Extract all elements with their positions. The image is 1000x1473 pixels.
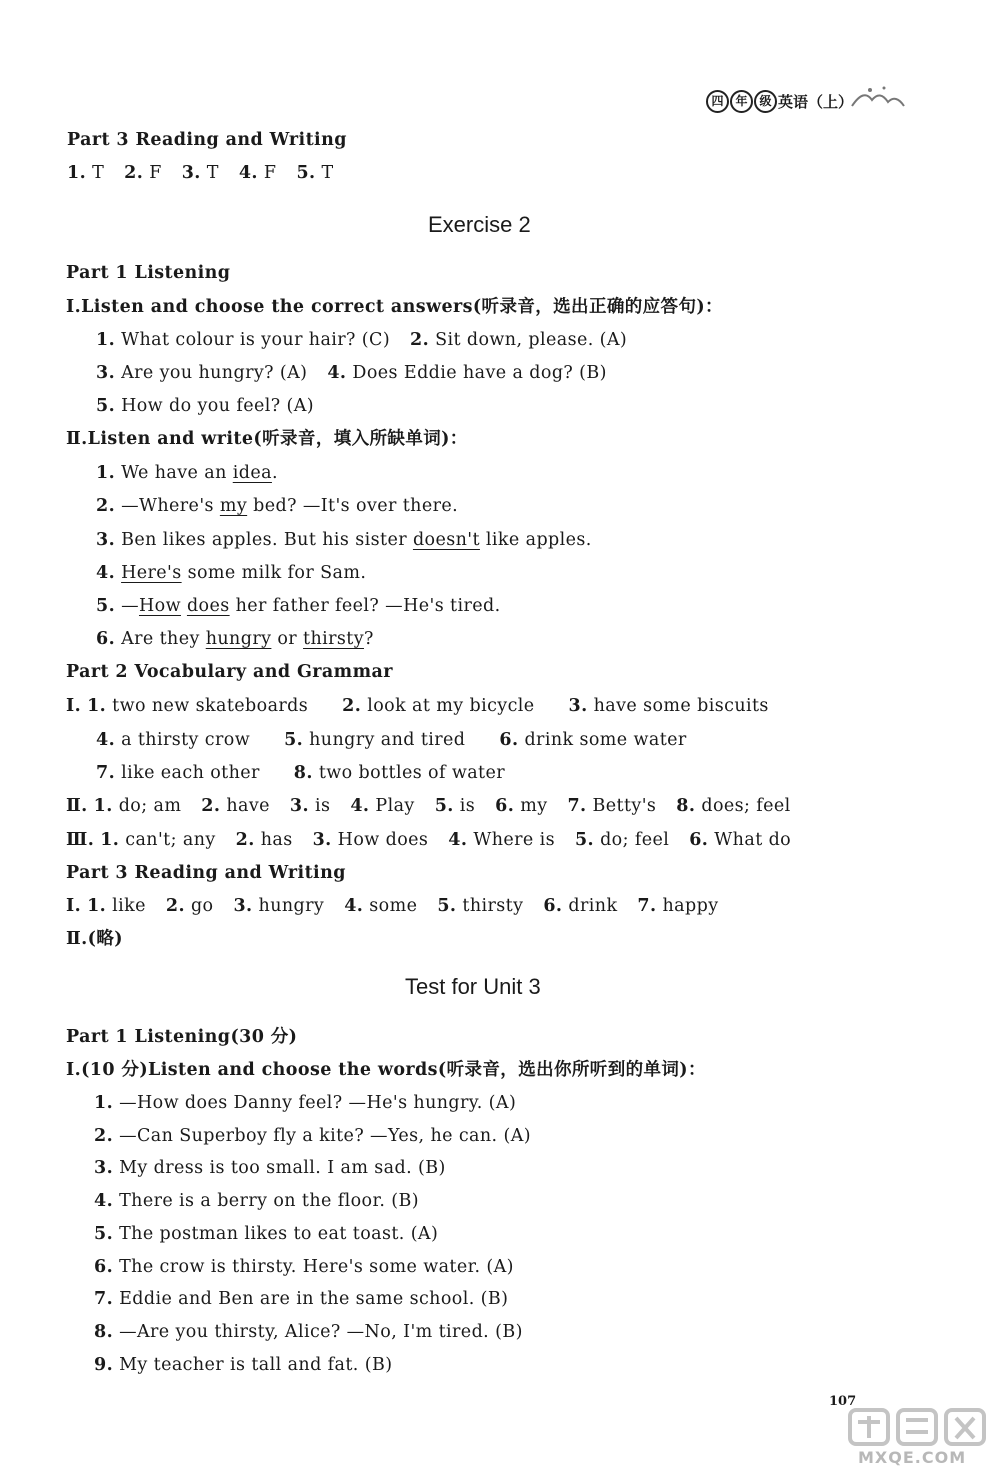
answer-line: 4. Here's some milk for Sam. xyxy=(96,563,367,583)
subject-label: 英语（上） xyxy=(778,93,854,111)
part-title: Part 3 Reading and Writing xyxy=(66,863,346,883)
answer-line: 2. —Where's my bed? —It's over there. xyxy=(96,496,459,516)
answer-line: 6. The crow is thirsty. Here's some water. (A) xyxy=(94,1257,514,1277)
answer-line: 5. —How does her father feel? —He's tired. xyxy=(96,596,501,616)
answer-line: 9. My teacher is tall and fat. (B) xyxy=(94,1355,393,1375)
question-title: Ⅰ.Listen and choose the correct answers(听录音，选出正确的应答句)： xyxy=(66,297,723,317)
answer-line: 6. Are they hungry or thirsty? xyxy=(96,629,374,649)
part-title: Part 2 Vocabulary and Grammar xyxy=(66,662,393,682)
answer-row: 5. How do you feel? (A) xyxy=(96,396,314,416)
part-title: Part 3 Reading and Writing xyxy=(67,130,347,150)
answer-line: 3. Ben likes apples. But his sister doesn't like apples. xyxy=(96,530,592,550)
answer-line: 5. The postman likes to eat toast. (A) xyxy=(94,1224,439,1244)
section-heading: Test for Unit 3 xyxy=(405,974,541,999)
question-title: Ⅱ.Listen and write(听录音，填入所缺单词)： xyxy=(66,429,468,449)
part-title: Part 1 Listening(30 分) xyxy=(66,1027,298,1047)
watermark-url: MXQE.COM xyxy=(858,1448,967,1467)
watermark-logo-icon xyxy=(846,1402,996,1450)
answer-line: 7. Eddie and Ben are in the same school. (B) xyxy=(94,1289,509,1309)
answer-line: 2. —Can Superboy fly a kite? —Yes, he can. (A) xyxy=(94,1126,531,1146)
header-decoration-icon xyxy=(850,84,906,110)
question-title: Ⅰ.(10 分)Listen and choose the words(听录音，选出你所听到的单词)： xyxy=(66,1060,706,1080)
answer-row: 4. a thirsty crow 5. hungry and tired 6. drink some water xyxy=(96,730,687,750)
answer-row: Ⅱ.(略) xyxy=(66,929,123,949)
answer-row: Ⅱ. 1. do; am 2. have 3. is 4. Play 5. is 6. my 7. Betty's 8. does; feel xyxy=(66,796,791,816)
answer-row: Ⅰ. 1. like 2. go 3. hungry 4. some 5. thirsty 6. drink 7. happy xyxy=(66,896,719,916)
answer-line: 1. We have an idea. xyxy=(96,463,278,483)
answer-line: 8. —Are you thirsty, Alice? —No, I'm tired. (B) xyxy=(94,1322,523,1342)
part-title: Part 1 Listening xyxy=(66,263,231,283)
answer-row: Ⅲ. 1. can't; any 2. has 3. How does 4. Where is 5. do; feel 6. What do xyxy=(66,830,792,850)
answer-row: Ⅰ. 1. two new skateboards 2. look at my bicycle 3. have some biscuits xyxy=(66,696,769,716)
answer-row: 1. What colour is your hair? (C) 2. Sit down, please. (A) xyxy=(96,330,628,350)
section-heading: Exercise 2 xyxy=(428,212,531,237)
answer-row: 7. like each other 8. two bottles of water xyxy=(96,763,505,783)
grade-char: 四 xyxy=(706,90,729,113)
book-header xyxy=(706,90,853,113)
answer-row: 1. T 2. F 3. T 4. F 5. T xyxy=(67,163,334,183)
answer-line: 1. —How does Danny feel? —He's hungry. (A) xyxy=(94,1093,517,1113)
grade-char: 级 xyxy=(754,90,777,113)
answer-row: 3. Are you hungry? (A) 4. Does Eddie have a dog? (B) xyxy=(96,363,607,383)
answer-line: 3. My dress is too small. I am sad. (B) xyxy=(94,1158,446,1178)
answer-line: 4. There is a berry on the floor. (B) xyxy=(94,1191,419,1211)
grade-char: 年 xyxy=(730,90,753,113)
page-number: 107 xyxy=(829,1394,857,1409)
